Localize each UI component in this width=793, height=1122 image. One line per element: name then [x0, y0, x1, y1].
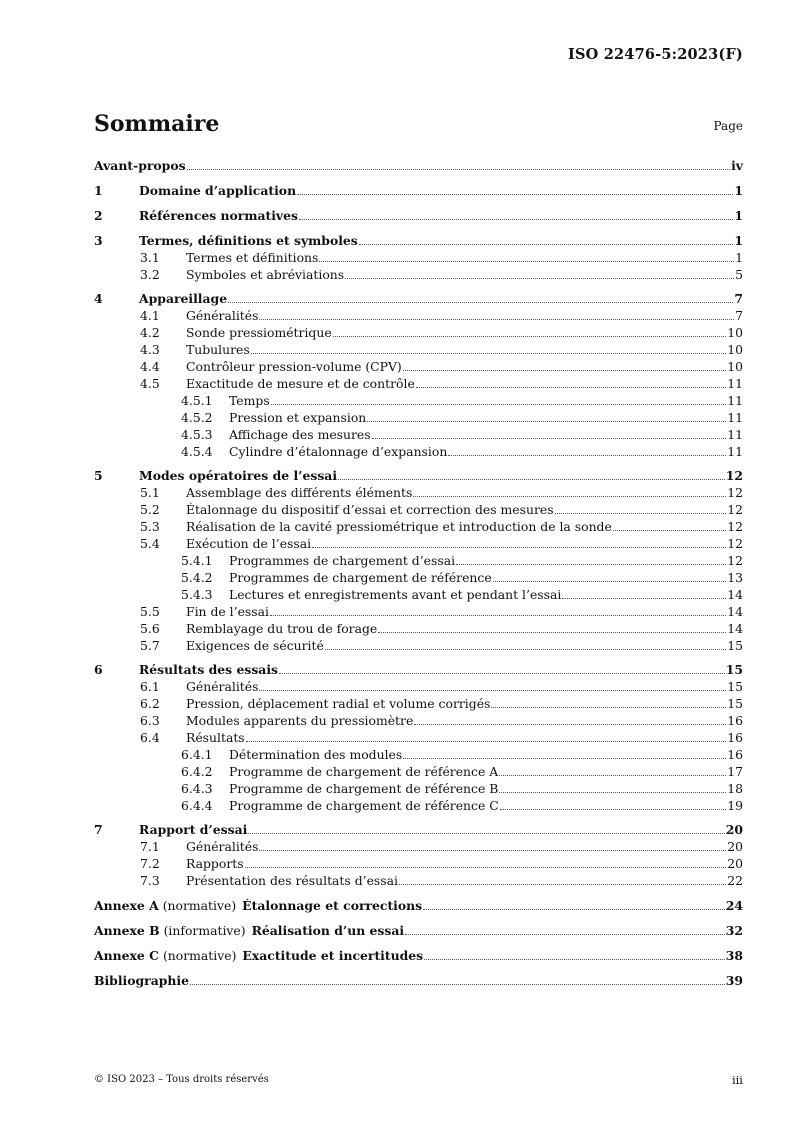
toc-entry-4-1[interactable]: [94, 307, 743, 324]
toc-entry-page: 12: [727, 519, 743, 534]
toc-entry-bibliographie[interactable]: [94, 972, 743, 989]
toc-entry-page: 20: [727, 856, 743, 871]
toc-entry-number: 6.1: [140, 679, 160, 694]
toc-entry-annex-b[interactable]: [94, 922, 743, 939]
toc-entry-4-3[interactable]: [94, 341, 743, 358]
toc-entry-page: 14: [727, 587, 743, 602]
toc-entry-3-1[interactable]: [94, 249, 743, 266]
dot-leader: [251, 353, 727, 354]
dot-leader: [456, 564, 726, 565]
toc-entry-text: Réalisation d’un essai: [251, 923, 405, 938]
toc-entry-number: 5.4.1: [181, 553, 213, 568]
toc-entry-annex-a[interactable]: [94, 897, 743, 914]
toc-entry-5-6[interactable]: [94, 620, 743, 637]
toc-entry-page: 7: [734, 291, 743, 306]
toc-entry-6[interactable]: [94, 661, 743, 678]
toc-entry-7-1[interactable]: [94, 838, 743, 855]
toc-entry-number: 6.2: [140, 696, 160, 711]
dot-leader: [491, 707, 726, 708]
toc-entry-page: 38: [725, 948, 743, 963]
toc-entry-number: 4.3: [140, 342, 160, 357]
toc-entry-text: Résultats des essais: [139, 662, 279, 677]
toc-entry-annex-c[interactable]: [94, 947, 743, 964]
toc-entry-text: Temps: [229, 393, 270, 408]
toc-entry-text: Exécution de l’essai: [186, 536, 312, 551]
toc-entry-number: 5.5: [140, 604, 160, 619]
dot-leader: [423, 909, 725, 910]
toc-entry-text: Programme de chargement de référence B: [229, 781, 499, 796]
toc-entry-page: 12: [727, 502, 743, 517]
dot-leader: [246, 741, 727, 742]
toc-entry-text: Termes, définitions et symboles: [139, 233, 358, 248]
toc-entry-number: 4.5.2: [181, 410, 213, 425]
toc-entry-page: 1: [734, 183, 743, 198]
toc-entry-5-4-1[interactable]: [94, 552, 743, 569]
dot-leader: [248, 833, 724, 834]
toc-entry-3-2[interactable]: [94, 266, 743, 283]
toc-entry-text: Sonde pressiométrique: [186, 325, 332, 340]
toc-entry-page: 1: [735, 250, 743, 265]
toc-entry-page: 1: [734, 233, 743, 248]
toc-entry-page: 10: [727, 342, 743, 357]
toc-entry-text: Termes et définitions: [186, 250, 319, 265]
dot-leader: [325, 649, 726, 650]
dot-leader: [299, 219, 733, 220]
document-code: ISO 22476-5:2023(F): [567, 46, 743, 63]
dot-leader: [259, 319, 734, 320]
toc-entry-text: Pression, déplacement radial et volume corrigés: [186, 696, 491, 711]
toc-entry-5-3[interactable]: [94, 518, 743, 535]
dot-leader: [319, 261, 734, 262]
toc-entry-page: 13: [727, 570, 743, 585]
dot-leader: [271, 404, 727, 405]
toc-entry-page: 20: [727, 839, 743, 854]
dot-leader: [367, 421, 726, 422]
toc-entry-text: Présentation des résultats d’essai: [186, 873, 398, 888]
footer-page-number: iii: [731, 1073, 743, 1087]
toc-entry-text: Bibliographie: [94, 973, 190, 988]
toc-entry-4-4[interactable]: [94, 358, 743, 375]
toc-entry-4-5-3[interactable]: [94, 426, 743, 443]
dot-leader: [499, 792, 726, 793]
toc-entry-number: 5.4: [140, 536, 160, 551]
toc-entry-number: 5.2: [140, 502, 160, 517]
toc-entry-2[interactable]: [94, 207, 743, 224]
toc-entry-page: iv: [731, 158, 743, 173]
toc-entry-text: Lectures et enregistrements avant et pendant l’essai: [229, 587, 562, 602]
toc-entry-text: Exigences de sécurité: [186, 638, 324, 653]
toc-entry-text: Étalonnage et corrections: [242, 898, 423, 913]
toc-entry-number: 6.3: [140, 713, 160, 728]
dot-leader: [259, 850, 726, 851]
toc-entry-number: 3.2: [140, 267, 160, 282]
toc-entry-7-2[interactable]: [94, 855, 743, 872]
dot-leader: [399, 884, 726, 885]
toc-entry-number: 2: [94, 208, 103, 223]
toc-entry-text: Avant-propos: [94, 158, 186, 173]
toc-entry-page: 12: [727, 536, 743, 551]
toc-entry-number: 1: [94, 183, 103, 198]
toc-entry-number: 6.4: [140, 730, 160, 745]
toc-entry-page: 5: [735, 267, 743, 282]
dot-leader: [297, 194, 733, 195]
toc-entry-text: Symboles et abréviations: [186, 267, 345, 282]
toc-entry-text: Pression et expansion: [229, 410, 367, 425]
toc-entry-5-1[interactable]: [94, 484, 743, 501]
toc-entry-page: 19: [727, 798, 743, 813]
toc-entry-page: 11: [727, 427, 743, 442]
toc-entry-number: 7.3: [140, 873, 160, 888]
toc-entry-text: Réalisation de la cavité pressiométrique et introduction de la sonde: [186, 519, 612, 534]
toc-entry-page: 17: [727, 764, 743, 779]
dot-leader: [312, 547, 726, 548]
toc-entry-page: 24: [725, 898, 743, 913]
toc-entry-number: 4.5.4: [181, 444, 213, 459]
toc-entry-page: 22: [727, 873, 743, 888]
toc-entry-page: 14: [727, 604, 743, 619]
toc-entry-page: 15: [727, 679, 743, 694]
dot-leader: [228, 302, 733, 303]
dot-leader: [413, 496, 726, 497]
toc-entry-page: 12: [727, 553, 743, 568]
toc-entry-text: Programme de chargement de référence A: [229, 764, 499, 779]
toc-entry-number: 5.1: [140, 485, 160, 500]
toc-entry-number: 5.4.3: [181, 587, 213, 602]
toc-entry-number: 4.5.1: [181, 393, 213, 408]
dot-leader: [416, 387, 726, 388]
toc-entry-page: 39: [725, 973, 743, 988]
dot-leader: [424, 959, 725, 960]
toc-entry-text: Généralités: [186, 839, 259, 854]
toc-entry-number: 4.4: [140, 359, 160, 374]
toc-entry-number: 6.4.4: [181, 798, 213, 813]
toc-entry-number: 5.3: [140, 519, 160, 534]
dot-leader: [378, 632, 726, 633]
dot-leader: [555, 513, 727, 514]
toc-entry-text: Programmes de chargement d’essai: [229, 553, 456, 568]
toc-entry-4-5-4[interactable]: [94, 443, 743, 460]
dot-leader: [372, 438, 727, 439]
toc-entry-text: Affichage des mesures: [229, 427, 371, 442]
toc-entry-4-5-1[interactable]: [94, 392, 743, 409]
toc-entry-number: 4: [94, 291, 103, 306]
toc-entry-6-2[interactable]: [94, 695, 743, 712]
dot-leader: [500, 809, 727, 810]
toc-entry-page: 15: [727, 638, 743, 653]
toc-entry-page: 18: [727, 781, 743, 796]
toc-entry-text: Rapports: [186, 856, 244, 871]
dot-leader: [499, 775, 726, 776]
toc-entry-5-4[interactable]: [94, 535, 743, 552]
dot-leader: [259, 690, 726, 691]
toc-entry-text: Détermination des modules: [229, 747, 403, 762]
toc-entry-number: 5.6: [140, 621, 160, 636]
toc-entry-page: 16: [727, 730, 743, 745]
dot-leader: [414, 724, 726, 725]
dot-leader: [338, 479, 725, 480]
toc-entry-text: Assemblage des différents éléments: [186, 485, 413, 500]
toc-entry-page: 11: [727, 376, 743, 391]
toc-entry-page: 12: [725, 468, 743, 483]
toc-entry-number: 6: [94, 662, 103, 677]
dot-leader: [190, 984, 725, 985]
toc-entry-page: 14: [727, 621, 743, 636]
toc-entry-6-4-1[interactable]: [94, 746, 743, 763]
toc-entry-page: 15: [727, 696, 743, 711]
toc-entry-text: Références normatives: [139, 208, 298, 223]
toc-entry-text: Programme de chargement de référence C: [229, 798, 499, 813]
dot-leader: [345, 278, 734, 279]
toc-entry-6-1[interactable]: [94, 678, 743, 695]
toc-entry-page: 12: [727, 485, 743, 500]
dot-leader: [187, 169, 731, 170]
dot-leader: [245, 867, 727, 868]
toc-annex-label: Annexe C: [94, 948, 159, 963]
dot-leader: [493, 581, 727, 582]
toc-entry-page: 1: [734, 208, 743, 223]
toc-entry-page: 16: [727, 747, 743, 762]
toc-entry-number: 5: [94, 468, 103, 483]
toc-entry-text: Tubulures: [186, 342, 250, 357]
toc-entry-7-3[interactable]: [94, 872, 743, 889]
toc-entry-6-4-3[interactable]: [94, 780, 743, 797]
dot-leader: [279, 673, 725, 674]
toc-entry-4-2[interactable]: [94, 324, 743, 341]
toc-entry-6-4[interactable]: [94, 729, 743, 746]
toc-annex-type: (normative): [162, 948, 237, 963]
toc-entry-page: 10: [727, 359, 743, 374]
toc-entry-page: 32: [725, 923, 743, 938]
toc-entry-5-7[interactable]: [94, 637, 743, 654]
toc-entry-4-5[interactable]: [94, 375, 743, 392]
toc-entry-page: 11: [727, 444, 743, 459]
toc-entry-6-3[interactable]: [94, 712, 743, 729]
dot-leader: [562, 598, 726, 599]
dot-leader: [448, 455, 726, 456]
toc-entry-text: Contrôleur pression-volume (CPV): [186, 359, 402, 374]
page-title: Sommaire: [94, 111, 220, 137]
toc-entry-page: 11: [727, 393, 743, 408]
toc-entry-number: 5.7: [140, 638, 160, 653]
dot-leader: [333, 336, 727, 337]
footer-copyright: © ISO 2023 – Tous droits réservés: [94, 1074, 269, 1085]
toc-entry-5-4-3[interactable]: [94, 586, 743, 603]
toc-entry-6-4-2[interactable]: [94, 763, 743, 780]
toc-entry-4-5-2[interactable]: [94, 409, 743, 426]
dot-leader: [613, 530, 726, 531]
toc-entry-page: 10: [727, 325, 743, 340]
toc-entry-text: Programmes de chargement de référence: [229, 570, 492, 585]
toc-entry-text: Cylindre d’étalonnage d’expansion: [229, 444, 448, 459]
toc-entry-text: Modules apparents du pressiomètre: [186, 713, 414, 728]
toc-entry-page: 16: [727, 713, 743, 728]
toc-entry-number: 4.1: [140, 308, 160, 323]
toc-entry-number: 5.4.2: [181, 570, 213, 585]
toc-annex-type: (informative): [163, 923, 246, 938]
toc-entry-text: Remblayage du trou de forage: [186, 621, 378, 636]
toc-entry-text: Domaine d’application: [139, 183, 297, 198]
toc-entry-avant-propos[interactable]: [94, 157, 743, 174]
toc-entry-text: Étalonnage du dispositif d’essai et correction des mesures: [186, 502, 554, 517]
toc-entry-number: 3.1: [140, 250, 160, 265]
toc-entry-4[interactable]: [94, 290, 743, 307]
toc-entry-3[interactable]: [94, 232, 743, 249]
toc-entry-page: 7: [735, 308, 743, 323]
toc-annex-label: Annexe A: [94, 898, 159, 913]
toc-entry-5-5[interactable]: [94, 603, 743, 620]
toc-entry-5-4-2[interactable]: [94, 569, 743, 586]
toc-entry-number: 6.4.3: [181, 781, 213, 796]
toc-entry-page: 20: [725, 822, 743, 837]
toc-entry-text: Exactitude de mesure et de contrôle: [186, 376, 415, 391]
toc-entry-number: 4.2: [140, 325, 160, 340]
toc-entry-text: Appareillage: [139, 291, 228, 306]
dot-leader: [405, 934, 725, 935]
dot-leader: [359, 244, 734, 245]
toc-entry-5[interactable]: [94, 467, 743, 484]
toc-entry-text: Généralités: [186, 679, 259, 694]
toc-entry-page: 11: [727, 410, 743, 425]
toc-entry-number: 6.4.2: [181, 764, 213, 779]
toc-entry-1[interactable]: [94, 182, 743, 199]
table-of-contents: [94, 157, 743, 989]
toc-entry-number: 3: [94, 233, 103, 248]
dot-leader: [403, 370, 726, 371]
toc-entry-number: 4.5.3: [181, 427, 213, 442]
toc-entry-text: Fin de l’essai: [186, 604, 269, 619]
toc-entry-text: Rapport d’essai: [139, 822, 248, 837]
toc-entry-page: 15: [725, 662, 743, 677]
toc-entry-text: Généralités: [186, 308, 259, 323]
toc-entry-5-2[interactable]: [94, 501, 743, 518]
toc-entry-number: 7.2: [140, 856, 160, 871]
page-column-label: Page: [713, 119, 743, 133]
toc-entry-text: Modes opératoires de l’essai: [139, 468, 338, 483]
toc-entry-text: Exactitude et incertitudes: [242, 948, 424, 963]
dot-leader: [270, 615, 726, 616]
toc-entry-7[interactable]: [94, 821, 743, 838]
toc-entry-number: 6.4.1: [181, 747, 213, 762]
dot-leader: [403, 758, 726, 759]
toc-annex-label: Annexe B: [94, 923, 160, 938]
toc-entry-number: 7: [94, 822, 103, 837]
toc-annex-type: (normative): [162, 898, 237, 913]
toc-entry-6-4-4[interactable]: [94, 797, 743, 814]
toc-entry-number: 7.1: [140, 839, 160, 854]
toc-entry-number: 4.5: [140, 376, 160, 391]
toc-entry-text: Résultats: [186, 730, 245, 745]
